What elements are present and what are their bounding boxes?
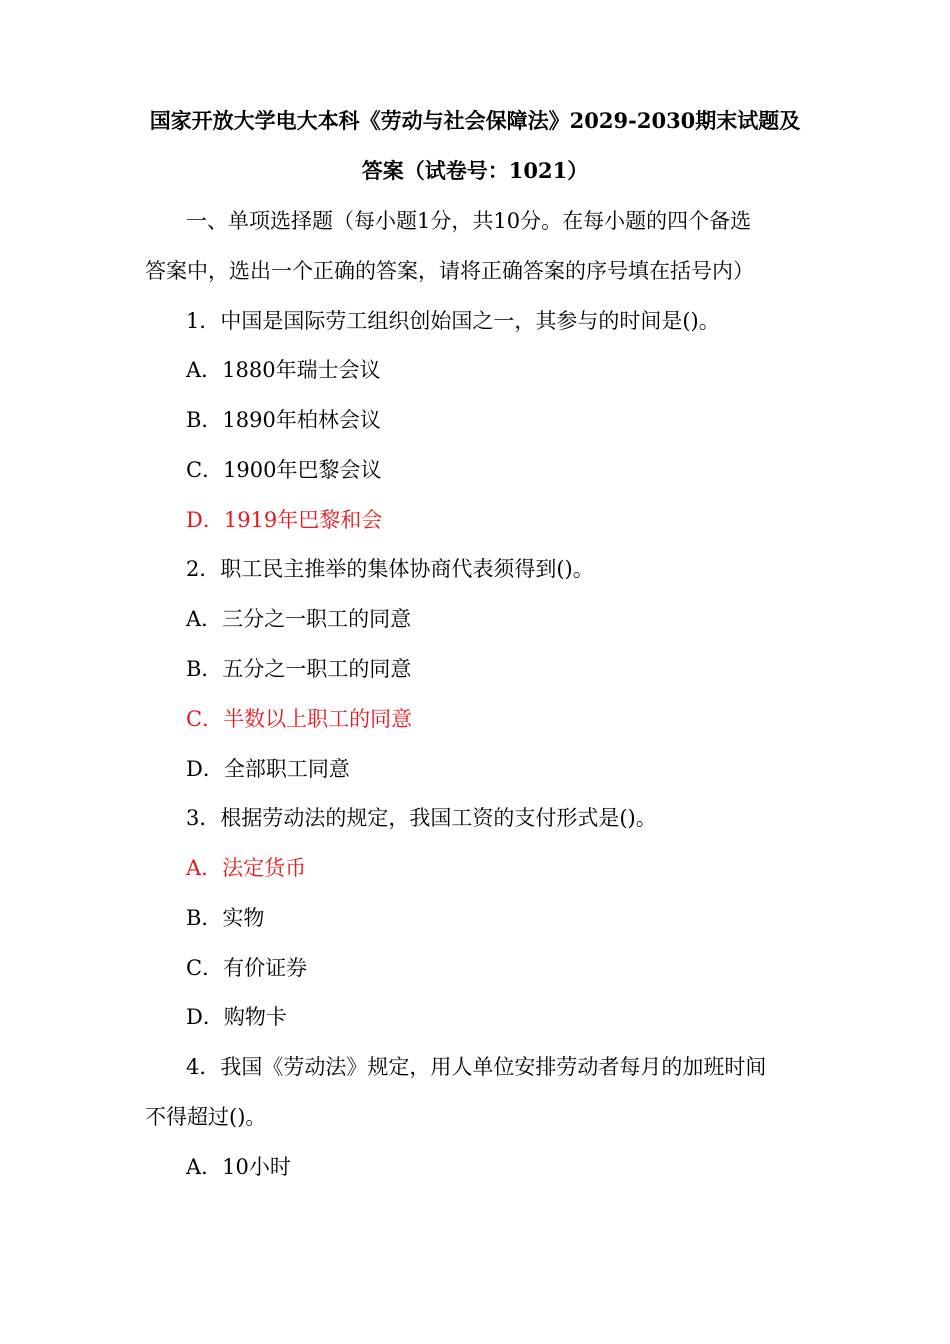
question-4-stem-line-1: 4．我国《劳动法》规定，用人单位安排劳动者每月的加班时间 bbox=[186, 1055, 767, 1079]
question-3-option-b: B．实物 bbox=[186, 906, 265, 930]
question-1-stem: 1．中国是国际劳工组织创始国之一，其参与的时间是()。 bbox=[186, 309, 720, 333]
question-1-option-c: C．1900年巴黎会议 bbox=[186, 458, 382, 482]
question-3-option-c: C．有价证券 bbox=[186, 956, 308, 980]
question-3-option-d: D．购物卡 bbox=[186, 1005, 287, 1029]
question-3-stem: 3．根据劳动法的规定，我国工资的支付形式是()。 bbox=[186, 806, 657, 830]
section-heading-line-2: 答案中，选出一个正确的答案，请将正确答案的序号填在括号内） bbox=[145, 259, 754, 283]
question-3-option-a-answer: A．法定货币 bbox=[186, 856, 307, 880]
question-2-option-b: B．五分之一职工的同意 bbox=[186, 657, 412, 681]
question-4-option-a: A．10小时 bbox=[186, 1155, 291, 1179]
question-1-option-a: A．1880年瑞士会议 bbox=[186, 358, 381, 382]
document-title-line-1: 国家开放大学电大本科《劳动与社会保障法》2029-2030期末试题及 bbox=[149, 108, 801, 133]
document-title-line-2: 答案（试卷号：1021） bbox=[361, 158, 589, 183]
question-2-option-c-answer: C．半数以上职工的同意 bbox=[186, 707, 413, 731]
question-1-option-b: B．1890年柏林会议 bbox=[186, 408, 381, 432]
section-heading-line-1: 一、单项选择题（每小题1分，共10分。在每小题的四个备选 bbox=[186, 209, 752, 233]
question-2-option-a: A．三分之一职工的同意 bbox=[186, 607, 412, 631]
question-4-stem-line-2: 不得超过()。 bbox=[145, 1105, 267, 1129]
question-1-option-d-answer: D．1919年巴黎和会 bbox=[186, 508, 383, 532]
question-2-option-d: D．全部职工同意 bbox=[186, 757, 350, 781]
question-2-stem: 2．职工民主推举的集体协商代表须得到()。 bbox=[186, 557, 594, 581]
